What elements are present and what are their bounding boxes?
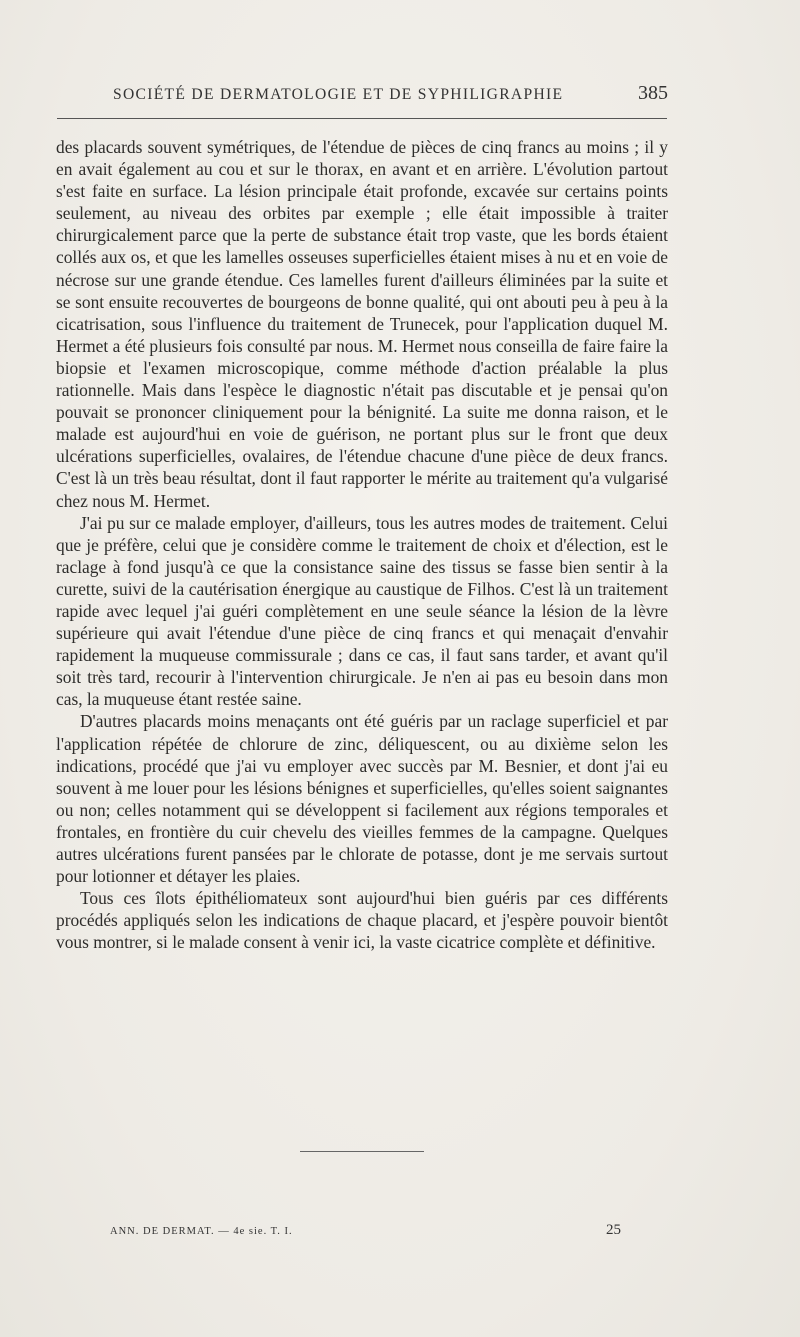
paragraph-3: D'autres placards moins menaçants ont été guéris par un raclage superficiel et par l'application répétée de chlorure de zinc, déliquescent, ou au dixième selon les indications, procédé que j'ai vu employer avec succès par M. Besnier, et dont j'ai eu souvent à me louer pour les lésions bénignes et superficielles, qu'elles soient saignantes ou non; celles notamment qui se développent si facilement aux régions temporales et frontales, en frontière du cuir chevelu des vieilles femmes de la campagne. Quelques autres ulcérations furent pansées par le chlorate de potasse, dont je me servais surtout pour lotionner et détayer les plaies.	[56, 711, 668, 887]
header-rule	[57, 118, 667, 119]
paragraph-2: J'ai pu sur ce malade employer, d'ailleurs, tous les autres modes de traitement. Celui que je préfère, celui que je considère comme le traitement de choix et d'élection, est le raclage à fond jusqu'à ce que la consistance saine des tissus se fasse bien sentir à la curette, suivi de la cautérisation énergique au caustique de Filhos. C'est là un traitement rapide avec lequel j'ai guéri complètement en une seule séance la lésion de la lèvre supérieure qui avait l'étendue d'une pièce de cinq francs et qui menaçait d'envahir rapidement la muqueuse commissurale ; dans ce cas, il faut sans tarder, et avant qu'il soit très tard, recourir à l'intervention chirurgicale. Je n'en ai pas eu besoin dans mon cas, la muqueuse étant restée saine.	[56, 512, 668, 710]
footer-sheet-number: 25	[606, 1222, 621, 1238]
end-rule	[300, 1151, 424, 1152]
running-title: SOCIÉTÉ DE DERMATOLOGIE ET DE SYPHILIGRAPHIE	[113, 86, 564, 103]
paragraph-1: des placards souvent symétriques, de l'étendue de pièces de cinq francs au moins ; il y en avait également au cou et sur le thorax, en avant et en arrière. L'évolution partout s'est faite en surface. La lésion principale était profonde, excavée sur certains points seulement, au niveau des orbites par exemple ; elle était impossible à traiter chirurgicalement parce que la perte de substance était trop vaste, que les bords étaient collés aux os, et que les lamelles osseuses superficielles étaient mises à nu et en voie de nécrose sur une grande étendue. Ces lamelles furent d'ailleurs éliminées par la suite et se sont ensuite recouvertes de bourgeons de bonne qualité, qui ont abouti peu à peu à la cicatrisation, sous l'influence du traitement de Trunecek, pour l'application duquel M. Hermet a été plusieurs fois consulté par nous. M. Hermet nous conseilla de faire faire la biopsie et l'examen microscopique, comme méthode d'action préalable la plus rationnelle. Mais dans l'espèce le diagnostic n'était pas discutable et je pensai qu'on pouvait se prononcer cliniquement pour la bénignité. La suite me donna raison, et le malade est aujourd'hui en voie de guérison, ne portant plus sur le front que deux ulcérations superficielles, ovalaires, de l'étendue chacune d'une pièce de deux francs. C'est là un très beau résultat, dont il faut rapporter le mérite au traitement qu'a vulgarisé chez nous M. Hermet.	[56, 137, 668, 511]
running-head	[113, 82, 668, 110]
body-text	[56, 136, 668, 953]
footer-signature: ANN. DE DERMAT. — 4e sie. T. I.	[110, 1226, 293, 1237]
page-number: 385	[638, 82, 668, 104]
paragraph-4: Tous ces îlots épithéliomateux sont aujourd'hui bien guéris par ces différents procédés appliqués selon les indications de chaque placard, et j'espère pouvoir bientôt vous montrer, si le malade consent à venir ici, la vaste cicatrice complète et définitive.	[56, 888, 668, 953]
